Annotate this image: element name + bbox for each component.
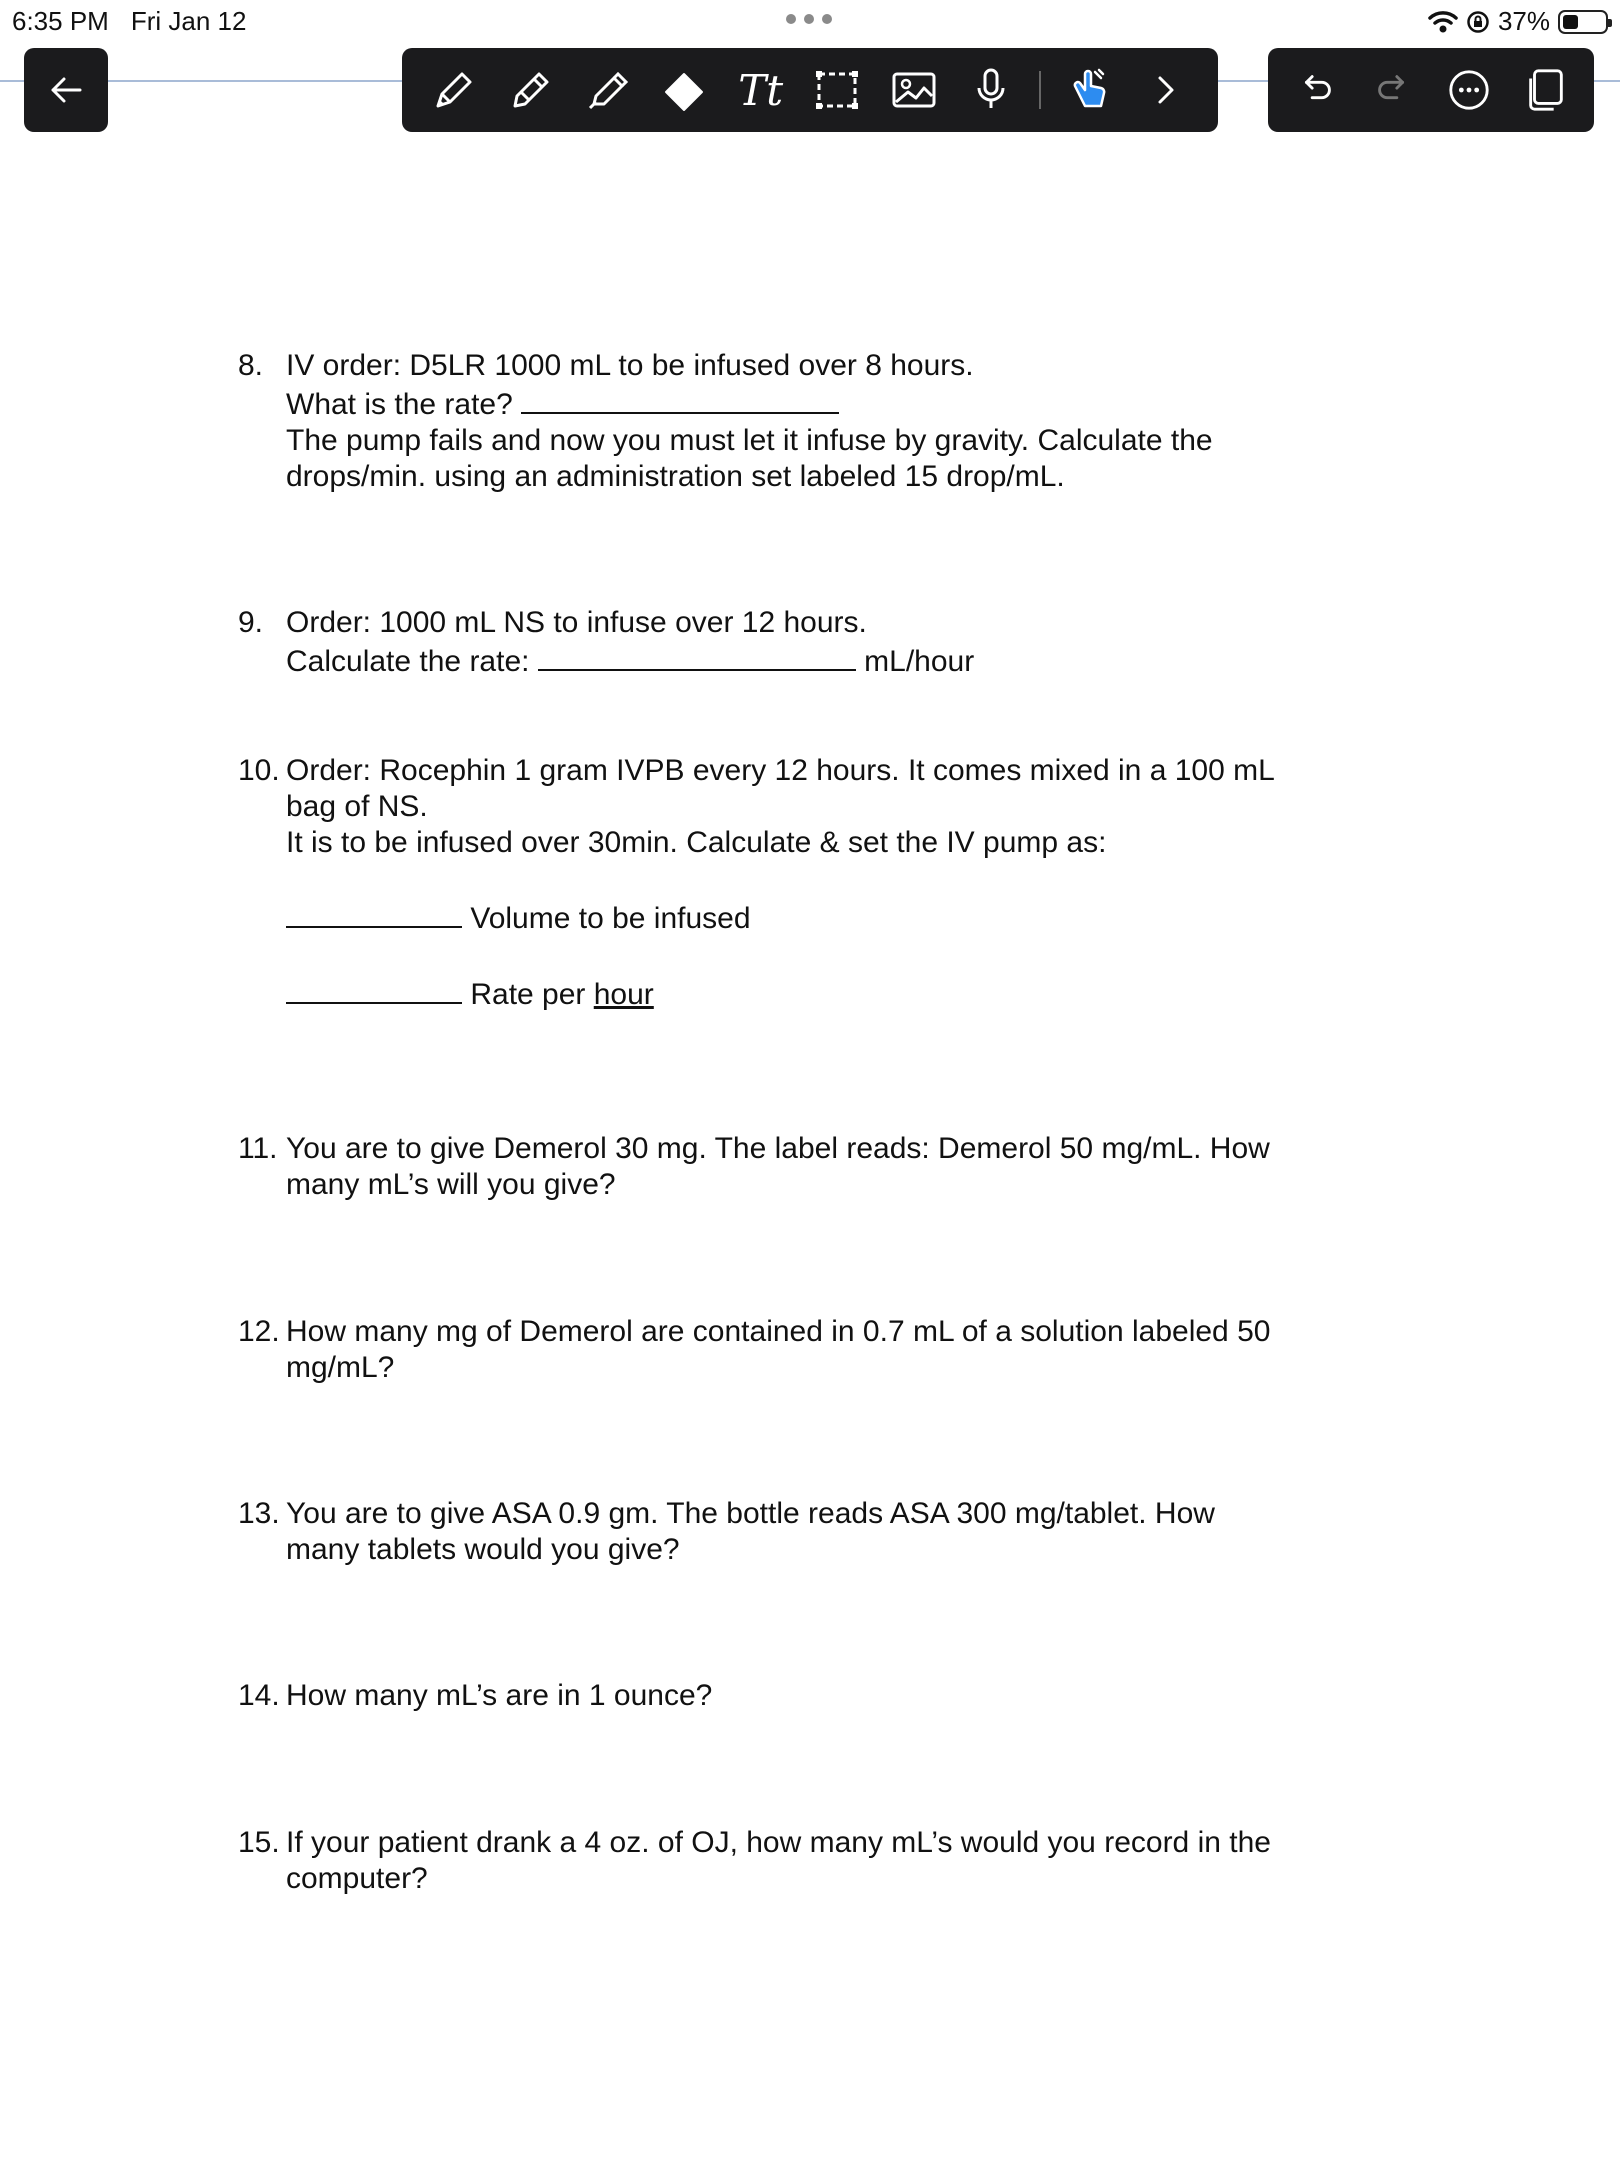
answer-blank[interactable] [538,641,856,671]
pages-button[interactable] [1516,60,1576,120]
chevron-right-icon [1142,66,1190,114]
pen-tool[interactable] [426,60,483,120]
microphone-tool[interactable] [962,60,1019,120]
question-15 [238,1825,1388,1897]
question-12 [238,1314,1388,1386]
arrow-left-icon [46,70,86,110]
rate-label: Rate per [470,978,594,1011]
question-text: You are to give ASA 0.9 gm. The bottle reads ASA 300 mg/tablet. How [286,1497,1215,1530]
question-number: 9. [238,606,264,639]
question-number: 10. [238,754,280,787]
question-text: How many mg of Demerol are contained in 0.7 mL of a solution labeled 50 [286,1315,1271,1348]
image-icon [890,66,938,114]
battery-percent: 37% [1497,6,1550,36]
question-14 [238,1678,1388,1714]
question-text: You are to give Demerol 30 mg. The label reads: Demerol 50 mg/mL. How [286,1132,1270,1165]
question-text: many tablets would you give? [286,1533,680,1566]
redo-icon [1370,67,1416,113]
question-number: 11. [238,1132,278,1165]
volume-label: Volume to be infused [470,902,751,935]
question-number: 12. [238,1315,280,1348]
touch-tool[interactable] [1061,60,1118,120]
status-bar-left [12,6,246,37]
microphone-icon [967,66,1015,114]
highlighter-tool[interactable] [579,60,636,120]
lasso-select-icon [813,66,861,114]
question-13 [238,1496,1388,1568]
volume-row [286,898,1388,937]
drawing-toolbar [402,48,1218,132]
eraser-tool[interactable] [656,60,713,120]
back-button[interactable] [24,48,108,132]
pencil-icon [507,66,555,114]
image-tool[interactable] [886,60,943,120]
rate-prompt: What is the rate? [286,384,1388,423]
volume-blank[interactable] [286,898,462,928]
question-text: If your patient drank a 4 oz. of OJ, how many mL’s would you record in the [286,1826,1271,1859]
question-text: How many mL’s are in 1 ounce? [286,1679,713,1712]
more-icon [1446,67,1492,113]
question-text: drops/min. using an administration set labeled 15 drop/mL. [286,460,1065,493]
eraser-icon [660,66,708,114]
text-tool[interactable] [732,60,789,120]
question-11 [238,1131,1388,1203]
question-text: bag of NS. [286,790,428,823]
redo-button[interactable] [1363,60,1423,120]
unit-label: mL/hour [864,645,975,678]
question-text: Order: 1000 mL NS to infuse over 12 hours. [286,606,867,639]
text-tool-icon: Tt [738,65,784,115]
question-text: computer? [286,1862,428,1895]
touch-hand-icon [1065,66,1113,114]
wifi-icon [1428,10,1458,34]
highlighter-icon [584,66,632,114]
rate-label-hour: hour [593,978,654,1011]
worksheet-page [238,348,1388,1897]
more-options-button[interactable] [1439,60,1499,120]
answer-blank[interactable] [521,384,839,414]
undo-button[interactable] [1286,60,1346,120]
question-text: IV order: D5LR 1000 mL to be infused over 8 hours. [286,349,974,382]
question-text: mg/mL? [286,1351,395,1384]
rate-row [286,974,1388,1013]
toolbar-separator [1039,71,1041,109]
pages-icon [1523,67,1569,113]
question-number: 8. [238,349,264,382]
question-text: Order: Rocephin 1 gram IVPB every 12 hours. It comes mixed in a 100 mL [286,754,1275,787]
status-date: Fri Jan 12 [130,6,247,36]
question-number: 14. [238,1679,280,1712]
more-tools-button[interactable] [1137,60,1194,120]
rate-blank[interactable] [286,974,462,1004]
question-text: It is to be infused over 30min. Calculate & set the IV pump as: [286,826,1107,859]
document-toolbar [1268,48,1594,132]
pen-icon [430,66,478,114]
question-10 [238,753,1388,1013]
orientation-lock-icon [1466,10,1490,34]
question-text: The pump fails and now you must let it infuse by gravity. Calculate the [286,424,1213,457]
status-bar-right [1428,6,1608,37]
multitasking-dots[interactable] [786,14,832,24]
question-8 [238,348,1388,495]
undo-icon [1293,67,1339,113]
question-9 [238,605,1388,680]
pencil-tool[interactable] [503,60,560,120]
question-number: 13. [238,1497,280,1530]
lasso-tool[interactable] [809,60,866,120]
question-number: 15. [238,1826,280,1859]
question-text: many mL’s will you give? [286,1168,616,1201]
rate-prompt: Calculate the rate: mL/hour [286,641,1388,680]
status-time: 6:35 PM [12,6,109,36]
battery-icon [1558,10,1608,34]
